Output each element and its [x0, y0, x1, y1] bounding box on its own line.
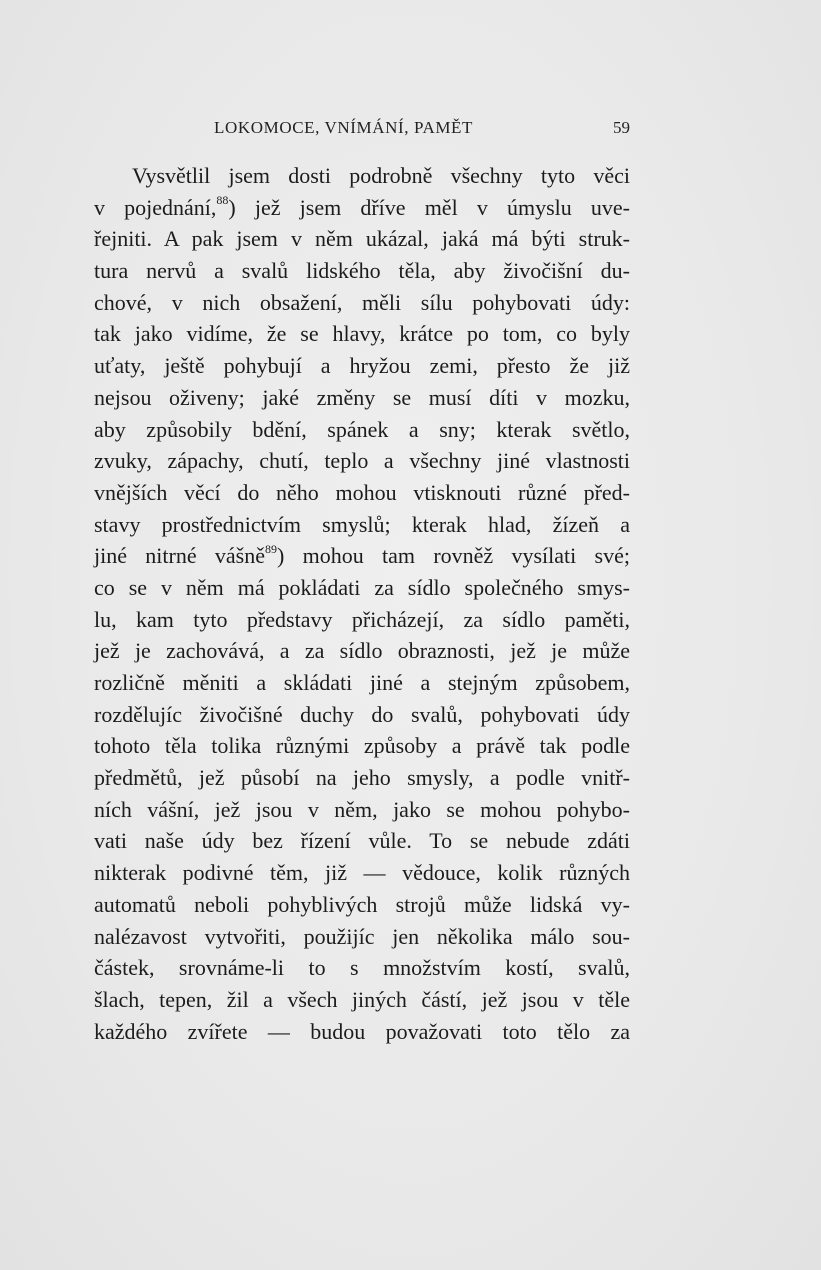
text-line: tura nervů a svalů lidského těla, aby živočišní du- [94, 258, 630, 284]
text-line: tak jako vidíme, že se hlavy, krátce po tom, co byly [94, 321, 630, 347]
text-fragment: jiné nitrné vášně [94, 543, 265, 569]
text-line: jež je zachovává, a za sídlo obraznosti, jež je může [94, 638, 630, 664]
text-line: řejniti. A pak jsem v něm ukázal, jaká má býti struk- [94, 226, 630, 252]
text-line [94, 192, 630, 224]
text-line: vati naše údy bez řízení vůle. To se nebude zdáti [94, 828, 630, 854]
text-line: stavy prostřednictvím smyslů; kterak hlad, žízeň a [94, 511, 630, 537]
text-line [94, 540, 630, 572]
text-line: předmětů, jež působí na jeho smysly, a podle vnitř- [94, 765, 630, 791]
running-title: LOKOMOCE, VNÍMÁNÍ, PAMĚT [214, 118, 474, 137]
text-line: tohoto těla tolika různými způsoby a právě tak podle [94, 733, 630, 759]
footnote-ref: 89 [265, 541, 277, 556]
text-line: ních vášní, jež jsou v něm, jako se mohou pohybo- [94, 796, 630, 822]
text-fragment: v pojednání, [94, 194, 217, 220]
page-number: 59 [613, 118, 630, 137]
footnote-ref: 88 [216, 193, 229, 208]
text-line: částek, srovnáme-li to s množstvím kostí, svalů, [94, 955, 630, 981]
body-text [94, 160, 630, 1047]
text-line: automatů neboli pohyblivých strojů může lidská vy- [94, 891, 630, 917]
text-line: zvuky, zápachy, chutí, teplo a všechny jiné vlastnosti [94, 448, 630, 474]
page-header [94, 118, 630, 142]
text-line: šlach, tepen, žil a všech jiných částí, jež jsou v těle [94, 986, 630, 1012]
text-line: nejsou oživeny; jaké změny se musí díti v mozku, [94, 384, 630, 410]
text-line: vnějších věcí do něho mohou vtisknouti různé před- [94, 479, 630, 505]
text-line: lu, kam tyto představy přicházejí, za sídlo paměti, [94, 606, 630, 632]
text-line: rozdělujíc živočišné duchy do svalů, pohybovati údy [94, 701, 630, 727]
text-line: nalézavost vytvořiti, použijíc jen několika málo sou- [94, 923, 630, 949]
text-fragment: ) jež jsem dříve měl v úmyslu uve- [228, 194, 630, 220]
text-line: chové, v nich obsažení, měli sílu pohybovati údy: [94, 289, 630, 315]
text-fragment: ) mohou tam rovněž vysílati své; [277, 543, 630, 569]
text-line: každého zvířete — budou považovati toto tělo za [94, 1018, 630, 1044]
text-line: uťaty, ještě pohybují a hryžou zemi, přesto že již [94, 353, 630, 379]
text-line: Vysvětlil jsem dosti podrobně všechny tyto věci [132, 163, 630, 188]
text-line: nikterak podivné těm, již — vědouce, kolik různých [94, 860, 630, 886]
text-line: co se v něm má pokládati za sídlo společného smys- [94, 574, 630, 600]
text-line: rozličně měniti a skládati jiné a stejným způsobem, [94, 670, 630, 695]
text-line: aby způsobily bdění, spánek a sny; kterak světlo, [94, 416, 630, 442]
